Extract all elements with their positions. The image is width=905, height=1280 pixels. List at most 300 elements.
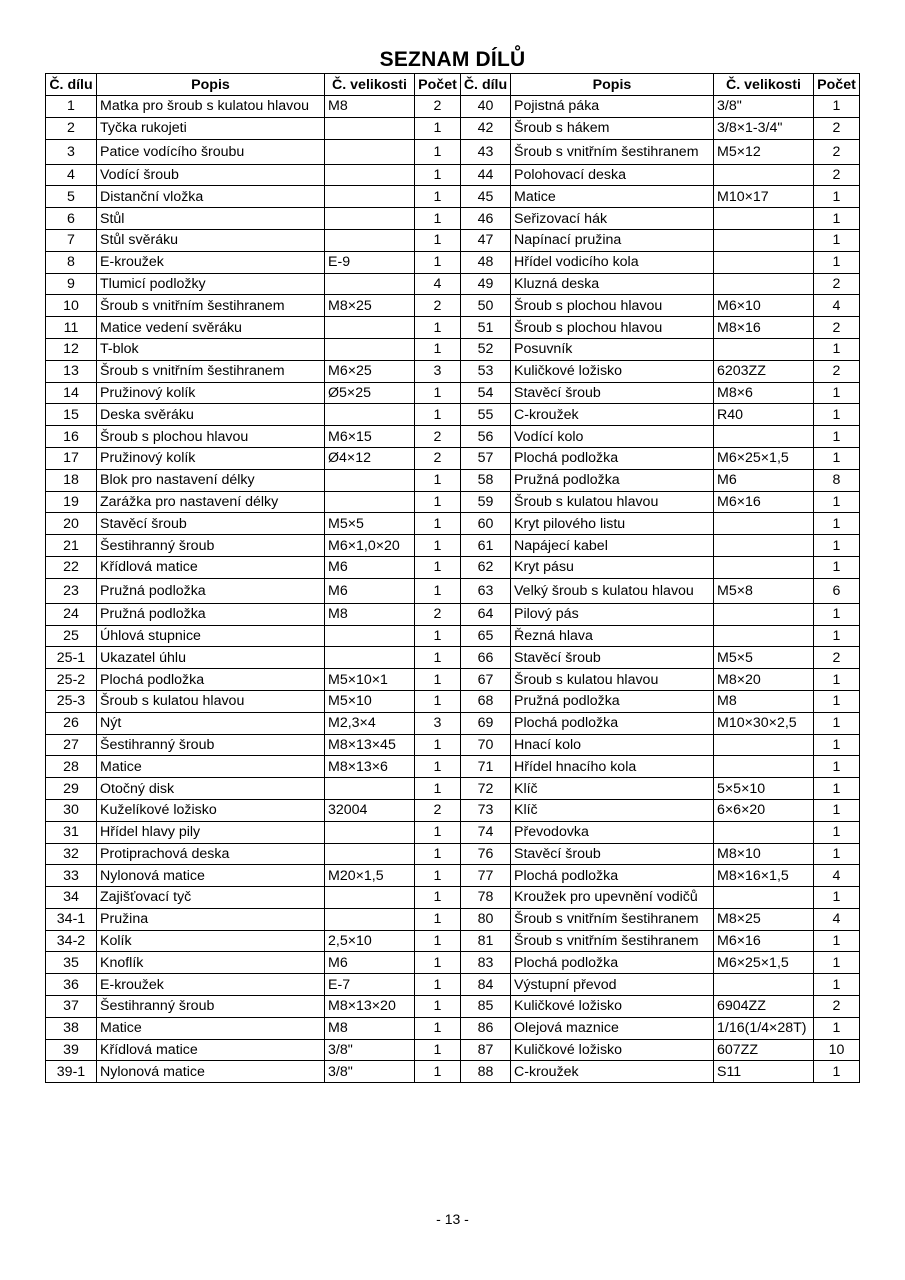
description-cell: Šroub s vnitřním šestihranem (511, 139, 714, 164)
part-no-cell: 13 (46, 360, 97, 382)
qty-cell: 1 (415, 208, 461, 230)
part-no-cell: 87 (461, 1039, 511, 1061)
part-no-cell: 33 (46, 865, 97, 887)
size-cell: 607ZZ (714, 1039, 814, 1061)
parts-table-body (46, 96, 860, 1083)
part-no-cell: 34 (46, 887, 97, 909)
qty-cell: 2 (814, 996, 860, 1018)
qty-cell: 1 (814, 952, 860, 974)
table-header-row (46, 74, 860, 96)
part-no-cell: 66 (461, 647, 511, 669)
qty-cell: 1 (415, 404, 461, 426)
qty-cell: 2 (814, 647, 860, 669)
size-cell (325, 273, 415, 295)
qty-cell: 8 (814, 469, 860, 491)
qty-cell: 1 (814, 404, 860, 426)
qty-cell: 1 (415, 1039, 461, 1061)
qty-cell: 2 (415, 96, 461, 118)
qty-cell: 1 (415, 625, 461, 647)
qty-cell: 2 (814, 164, 860, 186)
description-cell: E-kroužek (97, 974, 325, 996)
table-row (46, 360, 860, 382)
description-cell: Kryt pásu (511, 556, 714, 578)
qty-cell: 1 (814, 186, 860, 208)
table-row (46, 821, 860, 843)
description-cell: Převodovka (511, 821, 714, 843)
table-row (46, 186, 860, 208)
header-size-left: Č. velikosti (325, 74, 415, 96)
qty-cell: 1 (415, 513, 461, 535)
size-cell (714, 734, 814, 756)
part-no-cell: 59 (461, 491, 511, 513)
description-cell: Výstupní převod (511, 974, 714, 996)
description-cell: Stavěcí šroub (511, 647, 714, 669)
table-row (46, 338, 860, 360)
description-cell: Nylonová matice (97, 1061, 325, 1083)
size-cell: R40 (714, 404, 814, 426)
part-no-cell: 28 (46, 756, 97, 778)
header-qty-left: Počet (415, 74, 461, 96)
size-cell: 3/8" (714, 96, 814, 118)
qty-cell: 1 (814, 734, 860, 756)
size-cell: M6×16 (714, 930, 814, 952)
qty-cell: 6 (814, 578, 860, 603)
size-cell: M8 (714, 690, 814, 712)
part-no-cell: 25-3 (46, 690, 97, 712)
part-no-cell: 56 (461, 426, 511, 448)
size-cell: M5×12 (714, 139, 814, 164)
size-cell: M8×6 (714, 382, 814, 404)
description-cell: Šroub s vnitřním šestihranem (511, 908, 714, 930)
description-cell: Kolík (97, 930, 325, 952)
part-no-cell: 85 (461, 996, 511, 1018)
description-cell: Matice (511, 186, 714, 208)
part-no-cell: 40 (461, 96, 511, 118)
table-row (46, 930, 860, 952)
part-no-cell: 51 (461, 317, 511, 339)
page-title: SEZNAM DÍLŮ (379, 48, 526, 71)
qty-cell: 4 (415, 273, 461, 295)
header-part-no-right: Č. dílu (461, 74, 511, 96)
description-cell: Plochá podložka (511, 865, 714, 887)
qty-cell: 1 (814, 712, 860, 734)
size-cell (714, 556, 814, 578)
size-cell: M5×8 (714, 578, 814, 603)
part-no-cell: 11 (46, 317, 97, 339)
description-cell: Zajišťovací tyč (97, 887, 325, 909)
description-cell: Šroub s vnitřním šestihranem (511, 930, 714, 952)
table-row (46, 952, 860, 974)
part-no-cell: 55 (461, 404, 511, 426)
qty-cell: 1 (415, 229, 461, 251)
part-no-cell: 46 (461, 208, 511, 230)
table-row (46, 229, 860, 251)
size-cell (714, 273, 814, 295)
part-no-cell: 52 (461, 338, 511, 360)
part-no-cell: 81 (461, 930, 511, 952)
page-number: - 13 - (436, 1211, 469, 1227)
description-cell: Nylonová matice (97, 865, 325, 887)
part-no-cell: 58 (461, 469, 511, 491)
description-cell: Hřídel vodicího kola (511, 251, 714, 273)
qty-cell: 1 (415, 139, 461, 164)
qty-cell: 1 (415, 887, 461, 909)
qty-cell: 2 (814, 360, 860, 382)
qty-cell: 1 (415, 578, 461, 603)
part-no-cell: 16 (46, 426, 97, 448)
size-cell: M6×1,0×20 (325, 535, 415, 557)
qty-cell: 1 (415, 382, 461, 404)
qty-cell: 1 (415, 669, 461, 691)
table-row (46, 139, 860, 164)
qty-cell: 1 (814, 447, 860, 469)
table-row (46, 251, 860, 273)
table-row (46, 974, 860, 996)
qty-cell: 2 (415, 799, 461, 821)
size-cell (325, 843, 415, 865)
description-cell: Tyčka rukojeti (97, 117, 325, 139)
qty-cell: 2 (814, 317, 860, 339)
table-row (46, 469, 860, 491)
size-cell: M10×17 (714, 186, 814, 208)
qty-cell: 1 (415, 690, 461, 712)
part-no-cell: 4 (46, 164, 97, 186)
parts-table (45, 73, 860, 1083)
description-cell: Kuličkové ložisko (511, 1039, 714, 1061)
description-cell: C-kroužek (511, 1061, 714, 1083)
part-no-cell: 35 (46, 952, 97, 974)
size-cell (714, 426, 814, 448)
part-no-cell: 49 (461, 273, 511, 295)
size-cell (325, 164, 415, 186)
size-cell (325, 117, 415, 139)
table-row (46, 778, 860, 800)
qty-cell: 1 (814, 1061, 860, 1083)
qty-cell: 3 (415, 360, 461, 382)
part-no-cell: 86 (461, 1017, 511, 1039)
description-cell: Patice vodícího šroubu (97, 139, 325, 164)
size-cell: M6 (325, 578, 415, 603)
description-cell: Kuličkové ložisko (511, 360, 714, 382)
part-no-cell: 2 (46, 117, 97, 139)
qty-cell: 1 (814, 887, 860, 909)
table-row (46, 712, 860, 734)
part-no-cell: 84 (461, 974, 511, 996)
size-cell (325, 338, 415, 360)
qty-cell: 1 (415, 491, 461, 513)
description-cell: Kuželíkové ložisko (97, 799, 325, 821)
qty-cell: 1 (415, 1061, 461, 1083)
part-no-cell: 47 (461, 229, 511, 251)
part-no-cell: 10 (46, 295, 97, 317)
description-cell: Pilový pás (511, 603, 714, 625)
description-cell: Pružina (97, 908, 325, 930)
size-cell: Ø5×25 (325, 382, 415, 404)
size-cell (714, 603, 814, 625)
part-no-cell: 48 (461, 251, 511, 273)
qty-cell: 1 (814, 930, 860, 952)
part-no-cell: 29 (46, 778, 97, 800)
part-no-cell: 88 (461, 1061, 511, 1083)
description-cell: Kroužek pro upevnění vodičů (511, 887, 714, 909)
description-cell: Řezná hlava (511, 625, 714, 647)
size-cell (714, 208, 814, 230)
size-cell (714, 535, 814, 557)
table-row (46, 317, 860, 339)
part-no-cell: 24 (46, 603, 97, 625)
size-cell: M8×25 (325, 295, 415, 317)
qty-cell: 1 (415, 251, 461, 273)
table-row (46, 756, 860, 778)
size-cell (325, 908, 415, 930)
qty-cell: 1 (814, 974, 860, 996)
qty-cell: 1 (814, 382, 860, 404)
qty-cell: 1 (814, 513, 860, 535)
size-cell: 32004 (325, 799, 415, 821)
part-no-cell: 39 (46, 1039, 97, 1061)
part-no-cell: 32 (46, 843, 97, 865)
description-cell: Hřídel hlavy pily (97, 821, 325, 843)
qty-cell: 1 (814, 1017, 860, 1039)
table-row (46, 996, 860, 1018)
description-cell: Šestihranný šroub (97, 734, 325, 756)
qty-cell: 2 (814, 117, 860, 139)
qty-cell: 1 (415, 556, 461, 578)
size-cell: S11 (714, 1061, 814, 1083)
description-cell: Šroub s plochou hlavou (97, 426, 325, 448)
qty-cell: 1 (814, 669, 860, 691)
table-row (46, 96, 860, 118)
header-description-right: Popis (511, 74, 714, 96)
part-no-cell: 74 (461, 821, 511, 843)
size-cell (325, 317, 415, 339)
part-no-cell: 65 (461, 625, 511, 647)
description-cell: Křídlová matice (97, 1039, 325, 1061)
table-row (46, 690, 860, 712)
table-row (46, 865, 860, 887)
part-no-cell: 34-1 (46, 908, 97, 930)
size-cell: M6 (325, 952, 415, 974)
part-no-cell: 39-1 (46, 1061, 97, 1083)
part-no-cell: 50 (461, 295, 511, 317)
size-cell (325, 208, 415, 230)
table-row (46, 578, 860, 603)
size-cell: M6×25 (325, 360, 415, 382)
qty-cell: 1 (814, 799, 860, 821)
table-row (46, 404, 860, 426)
description-cell: Plochá podložka (511, 952, 714, 974)
part-no-cell: 69 (461, 712, 511, 734)
table-row (46, 669, 860, 691)
part-no-cell: 25-1 (46, 647, 97, 669)
description-cell: Šestihranný šroub (97, 535, 325, 557)
part-no-cell: 20 (46, 513, 97, 535)
part-no-cell: 38 (46, 1017, 97, 1039)
description-cell: Otočný disk (97, 778, 325, 800)
table-row (46, 513, 860, 535)
description-cell: Stavěcí šroub (97, 513, 325, 535)
size-cell (714, 229, 814, 251)
description-cell: T-blok (97, 338, 325, 360)
size-cell (325, 229, 415, 251)
part-no-cell: 76 (461, 843, 511, 865)
description-cell: Kryt pilového listu (511, 513, 714, 535)
size-cell: 5×5×10 (714, 778, 814, 800)
part-no-cell: 25 (46, 625, 97, 647)
part-no-cell: 42 (461, 117, 511, 139)
size-cell: M5×10×1 (325, 669, 415, 691)
size-cell: 3/8" (325, 1061, 415, 1083)
qty-cell: 1 (415, 756, 461, 778)
description-cell: E-kroužek (97, 251, 325, 273)
part-no-cell: 60 (461, 513, 511, 535)
qty-cell: 2 (415, 295, 461, 317)
table-row (46, 382, 860, 404)
qty-cell: 1 (814, 229, 860, 251)
size-cell (714, 821, 814, 843)
description-cell: Šestihranný šroub (97, 996, 325, 1018)
description-cell: Šroub s vnitřním šestihranem (97, 360, 325, 382)
description-cell: Klíč (511, 799, 714, 821)
part-no-cell: 14 (46, 382, 97, 404)
qty-cell: 2 (415, 447, 461, 469)
part-no-cell: 34-2 (46, 930, 97, 952)
description-cell: Tlumicí podložky (97, 273, 325, 295)
table-row (46, 799, 860, 821)
qty-cell: 1 (415, 821, 461, 843)
description-cell: Klíč (511, 778, 714, 800)
size-cell: M6×10 (714, 295, 814, 317)
qty-cell: 1 (814, 491, 860, 513)
part-no-cell: 36 (46, 974, 97, 996)
part-no-cell: 22 (46, 556, 97, 578)
size-cell: M6×16 (714, 491, 814, 513)
part-no-cell: 17 (46, 447, 97, 469)
size-cell (714, 164, 814, 186)
size-cell: M8×13×6 (325, 756, 415, 778)
qty-cell: 1 (814, 426, 860, 448)
size-cell: Ø4×12 (325, 447, 415, 469)
table-row (46, 117, 860, 139)
size-cell: M8×13×20 (325, 996, 415, 1018)
part-no-cell: 68 (461, 690, 511, 712)
qty-cell: 1 (415, 647, 461, 669)
size-cell: 2,5×10 (325, 930, 415, 952)
size-cell (325, 469, 415, 491)
part-no-cell: 80 (461, 908, 511, 930)
size-cell (325, 186, 415, 208)
description-cell: Šroub s vnitřním šestihranem (97, 295, 325, 317)
part-no-cell: 6 (46, 208, 97, 230)
table-row (46, 426, 860, 448)
qty-cell: 1 (415, 164, 461, 186)
part-no-cell: 78 (461, 887, 511, 909)
table-row (46, 208, 860, 230)
size-cell (714, 625, 814, 647)
qty-cell: 1 (814, 535, 860, 557)
part-no-cell: 18 (46, 469, 97, 491)
header-description-left: Popis (97, 74, 325, 96)
description-cell: Plochá podložka (511, 447, 714, 469)
qty-cell: 1 (415, 996, 461, 1018)
qty-cell: 4 (814, 295, 860, 317)
description-cell: Blok pro nastavení délky (97, 469, 325, 491)
qty-cell: 1 (415, 734, 461, 756)
size-cell: M8 (325, 96, 415, 118)
part-no-cell: 62 (461, 556, 511, 578)
part-no-cell: 1 (46, 96, 97, 118)
qty-cell: 3 (415, 712, 461, 734)
size-cell (325, 625, 415, 647)
description-cell: Distanční vložka (97, 186, 325, 208)
header-part-no-left: Č. dílu (46, 74, 97, 96)
table-row (46, 887, 860, 909)
size-cell: M5×5 (714, 647, 814, 669)
description-cell: Kluzná deska (511, 273, 714, 295)
description-cell: Křídlová matice (97, 556, 325, 578)
table-row (46, 491, 860, 513)
part-no-cell: 54 (461, 382, 511, 404)
size-cell: M6×15 (325, 426, 415, 448)
description-cell: Polohovací deska (511, 164, 714, 186)
description-cell: Napájecí kabel (511, 535, 714, 557)
part-no-cell: 72 (461, 778, 511, 800)
part-no-cell: 53 (461, 360, 511, 382)
qty-cell: 1 (415, 535, 461, 557)
size-cell: M8×10 (714, 843, 814, 865)
size-cell: M6×25×1,5 (714, 447, 814, 469)
description-cell: Pružinový kolík (97, 447, 325, 469)
qty-cell: 1 (814, 843, 860, 865)
description-cell: Kuličkové ložisko (511, 996, 714, 1018)
description-cell: Zarážka pro nastavení délky (97, 491, 325, 513)
qty-cell: 10 (814, 1039, 860, 1061)
qty-cell: 1 (415, 843, 461, 865)
description-cell: Nýt (97, 712, 325, 734)
size-cell: M8×13×45 (325, 734, 415, 756)
size-cell: M8 (325, 603, 415, 625)
description-cell: Pojistná páka (511, 96, 714, 118)
header-size-right: Č. velikosti (714, 74, 814, 96)
size-cell: M8×16 (714, 317, 814, 339)
size-cell: M8×25 (714, 908, 814, 930)
qty-cell: 1 (814, 96, 860, 118)
size-cell (325, 647, 415, 669)
qty-cell: 1 (814, 251, 860, 273)
description-cell: Posuvník (511, 338, 714, 360)
part-no-cell: 12 (46, 338, 97, 360)
size-cell: M5×10 (325, 690, 415, 712)
size-cell: 1/16(1/4×28T) (714, 1017, 814, 1039)
size-cell: M6×25×1,5 (714, 952, 814, 974)
description-cell: Matice vedení svěráku (97, 317, 325, 339)
qty-cell: 1 (814, 208, 860, 230)
size-cell: E-7 (325, 974, 415, 996)
description-cell: Pružná podložka (97, 603, 325, 625)
part-no-cell: 43 (461, 139, 511, 164)
description-cell: Šroub s plochou hlavou (511, 317, 714, 339)
qty-cell: 1 (415, 974, 461, 996)
qty-cell: 1 (415, 908, 461, 930)
description-cell: Stůl (97, 208, 325, 230)
table-row (46, 1017, 860, 1039)
description-cell: Šroub s kulatou hlavou (511, 669, 714, 691)
qty-cell: 1 (814, 338, 860, 360)
part-no-cell: 25-2 (46, 669, 97, 691)
part-no-cell: 23 (46, 578, 97, 603)
qty-cell: 1 (415, 1017, 461, 1039)
size-cell (325, 821, 415, 843)
